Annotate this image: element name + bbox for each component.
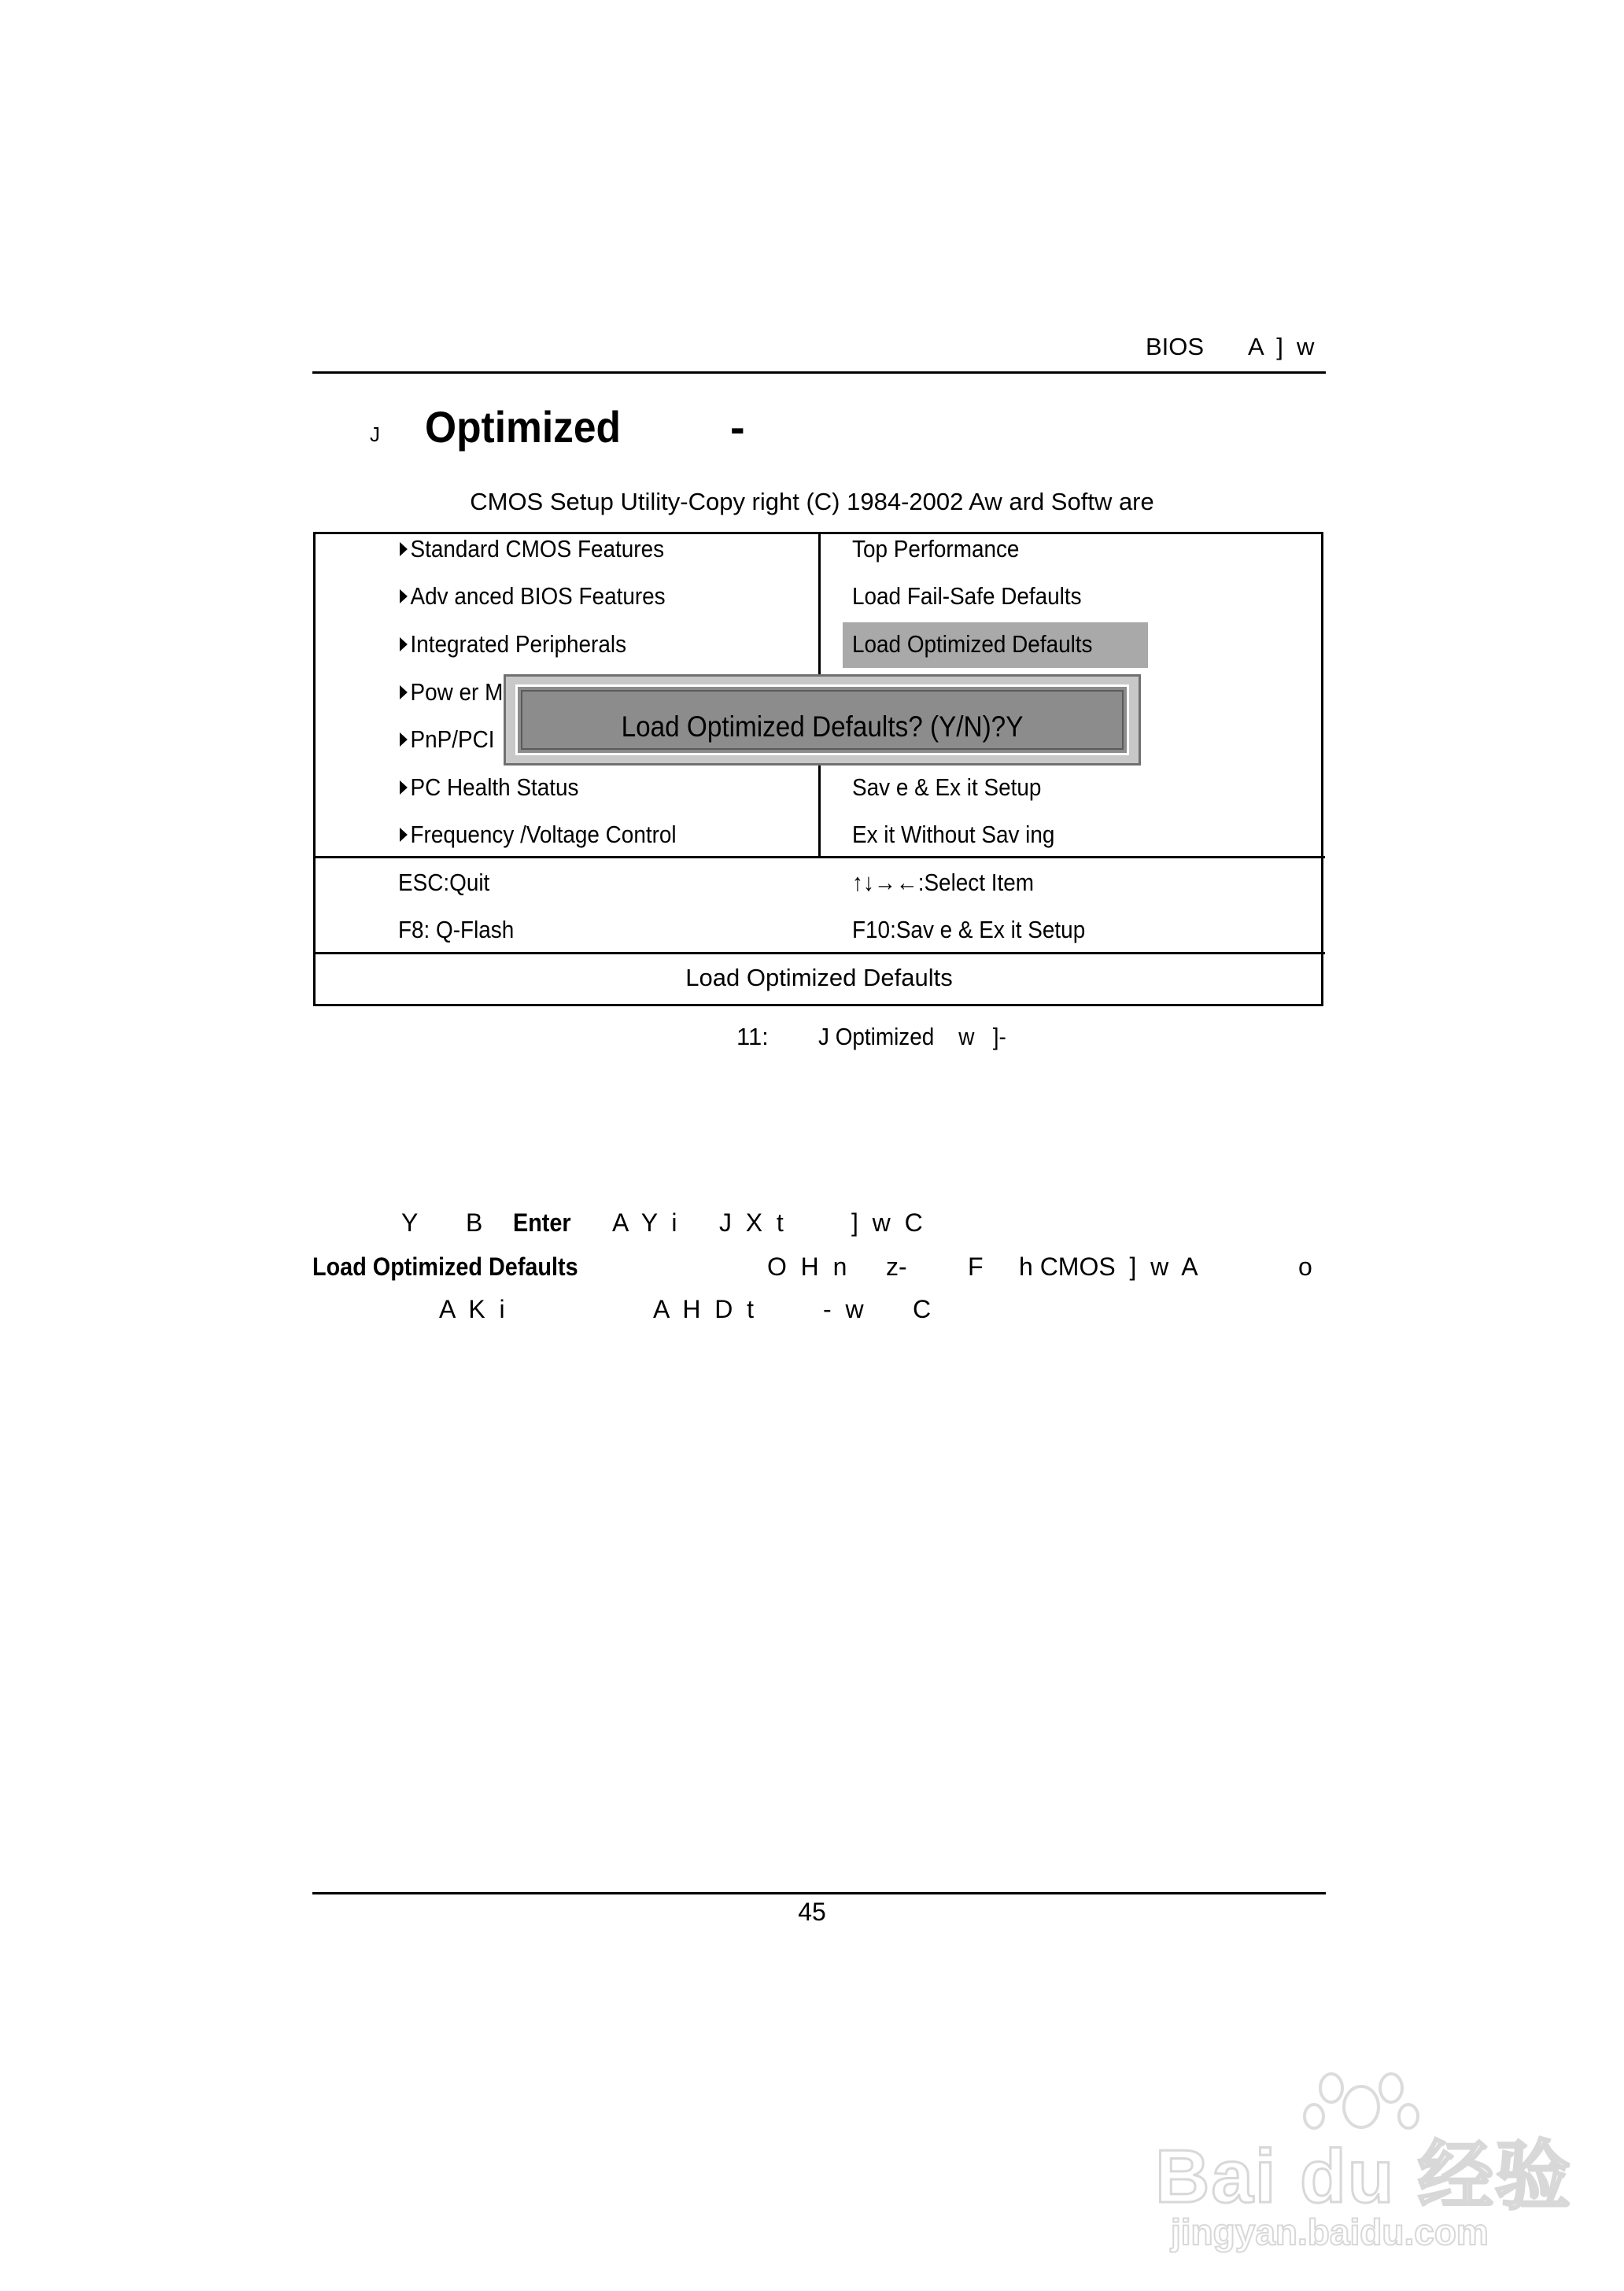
page-number: 45 [798,1898,826,1926]
paragraph-line2-fragment: F [968,1252,984,1281]
submenu-arrow-icon [400,828,408,842]
submenu-arrow-icon [400,637,408,651]
menu-item-exit-without-saving[interactable]: Ex it Without Sav ing [852,821,1055,848]
paragraph-line2-fragment: Load Optimized Defaults [312,1252,578,1281]
menu-item-standard-cmos[interactable]: Standard CMOS Features [400,535,664,563]
watermark-brand: Bai du 经验 [1155,2134,1573,2219]
paragraph-line1-fragment: ] w C [851,1208,923,1237]
menu-item-save-exit[interactable]: Sav e & Ex it Setup [852,773,1042,801]
help-esc-quit: ESC:Quit [398,869,490,896]
paragraph-line2-fragment: O H n [767,1252,847,1281]
menu-item-frequency-voltage[interactable]: Frequency /Voltage Control [400,821,677,849]
help-f10-save-exit: F10:Sav e & Ex it Setup [852,916,1086,943]
paragraph-line3-fragment: A K i [439,1295,505,1323]
menu-item-load-optimized[interactable]: Load Optimized Defaults [852,630,1093,658]
confirm-dialog-prompt: Load Optimized Defaults? (Y/N)?Y [621,710,1024,743]
paragraph-line2-fragment: z- [886,1252,907,1281]
menu-item-pc-health[interactable]: PC Health Status [400,773,579,802]
submenu-arrow-icon [400,542,408,556]
bios-menu-bottom-rule [313,856,1325,858]
header-right-label: A ] w [1248,333,1315,360]
bios-status-bar: Load Optimized Defaults [685,964,953,991]
watermark-url: jingyan.baidu.com [1171,2212,1489,2252]
paragraph-line1-fragment: J X t [719,1208,784,1237]
bios-copyright-caption: CMOS Setup Utility-Copy right (C) 1984-2002 Aw ard Softw are [470,488,1154,515]
paragraph-line3-fragment: - w [823,1295,864,1323]
paragraph-line3-fragment: C [913,1295,932,1323]
paragraph-line1-fragment: A Y i [612,1208,677,1237]
menu-item-pnp-pci[interactable]: PnP/PCI [400,725,495,754]
menu-item-advanced-bios[interactable]: Adv anced BIOS Features [400,582,666,611]
menu-item-top-performance[interactable]: Top Performance [852,535,1020,563]
submenu-arrow-icon [400,589,408,603]
submenu-arrow-icon [400,732,408,747]
paragraph-line3-fragment: A H D t [653,1295,755,1323]
section-title: Optimized [425,402,622,452]
confirm-dialog[interactable] [504,674,1141,766]
menu-item-load-fail-safe[interactable]: Load Fail-Safe Defaults [852,582,1082,610]
paragraph-line1-fragment: B [466,1208,483,1237]
paragraph-line1-fragment: Y [401,1208,419,1237]
menu-item-power-management[interactable]: Pow er M [400,678,503,706]
paragraph-line2-fragment: h CMOS ] w A [1019,1252,1198,1281]
figure-caption: J Optimized w ]- [818,1023,1006,1050]
section-marker: J [370,422,380,446]
section-title-dash: - [730,402,745,452]
submenu-arrow-icon [400,780,408,795]
help-select-item: ↑↓→←:Select Item [852,869,1035,896]
help-f8-qflash: F8: Q-Flash [398,916,515,943]
footer-rule [312,1892,1326,1894]
paragraph-line1-fragment: Enter [513,1208,571,1237]
menu-item-integrated-peripherals[interactable]: Integrated Peripherals [400,630,626,659]
header-bios-label: BIOS [1146,333,1205,360]
figure-number: 11: [736,1023,769,1050]
submenu-arrow-icon [400,685,408,699]
bios-help-bottom-rule [313,952,1325,954]
header-rule [312,371,1326,374]
paragraph-line2-fragment: o [1298,1252,1312,1281]
